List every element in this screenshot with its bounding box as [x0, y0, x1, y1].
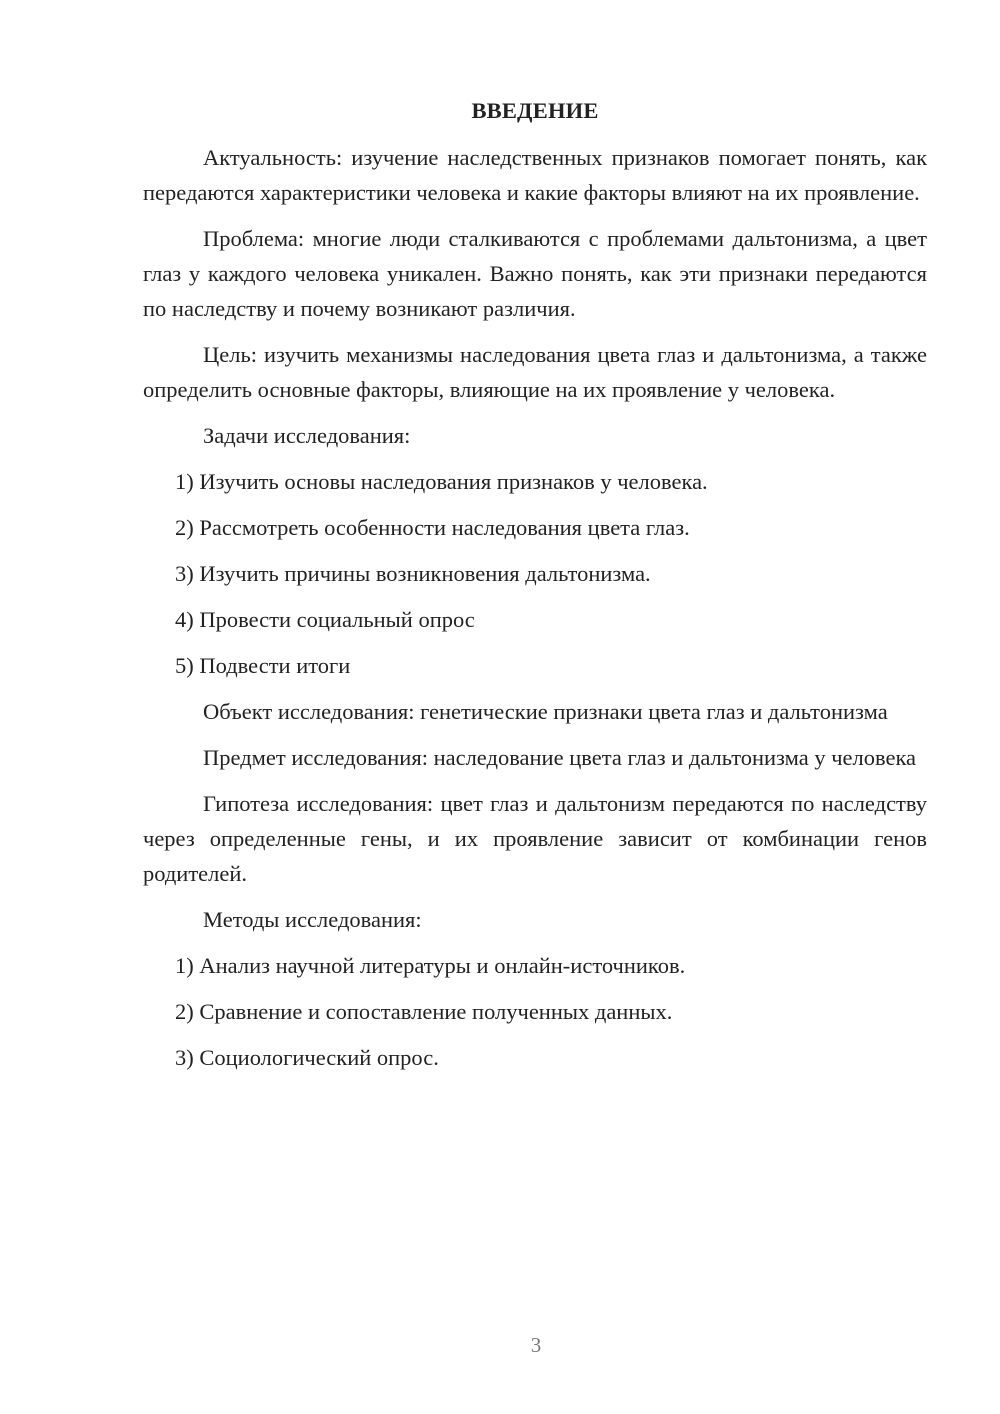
task-item: 4) Провести социальный опрос — [175, 607, 475, 632]
page-number: 3 — [530, 1333, 542, 1357]
methods-list — [143, 948, 927, 1075]
problem-paragraph: Проблема: многие люди сталкиваются с проблемами дальтонизма, а цвет глаз у каждого человека уникален. Важно понять, как эти признаки передаются по наследству и почему возникают различия. — [143, 226, 927, 321]
object-paragraph: Объект исследования: генетические признаки цвета глаз и дальтонизма — [203, 699, 888, 724]
subject-paragraph: Предмет исследования: наследование цвета глаз и дальтонизма у человека — [203, 745, 917, 770]
task-item: 3) Изучить причины возникновения дальтонизма. — [175, 561, 651, 586]
tasks-list — [143, 464, 927, 683]
goal-paragraph: Цель: изучить механизмы наследования цвета глаз и дальтонизма, а также определить основные факторы, влияющие на их проявление у человека. — [143, 342, 927, 402]
hypothesis-paragraph: Гипотеза исследования: цвет глаз и дальтонизм передаются по наследству через определенные гены, и их проявление зависит от комбинации генов родителей. — [143, 791, 927, 886]
task-item: 2) Рассмотреть особенности наследования цвета глаз. — [175, 515, 690, 540]
task-item: 5) Подвести итоги — [175, 653, 351, 678]
methods-heading: Методы исследования: — [203, 907, 422, 932]
relevance-paragraph: Актуальность: изучение наследственных признаков помогает понять, как передаются характеристики человека и какие факторы влияют на их проявление. — [143, 145, 927, 205]
method-item: 1) Анализ научной литературы и онлайн-источников. — [175, 953, 686, 978]
page-title: ВВЕДЕНИЕ — [471, 98, 599, 123]
task-item: 1) Изучить основы наследования признаков у человека. — [175, 469, 708, 494]
method-item: 3) Социологический опрос. — [175, 1045, 439, 1070]
document-page — [143, 93, 927, 1086]
tasks-heading: Задачи исследования: — [203, 423, 411, 448]
method-item: 2) Сравнение и сопоставление полученных данных. — [175, 999, 673, 1024]
